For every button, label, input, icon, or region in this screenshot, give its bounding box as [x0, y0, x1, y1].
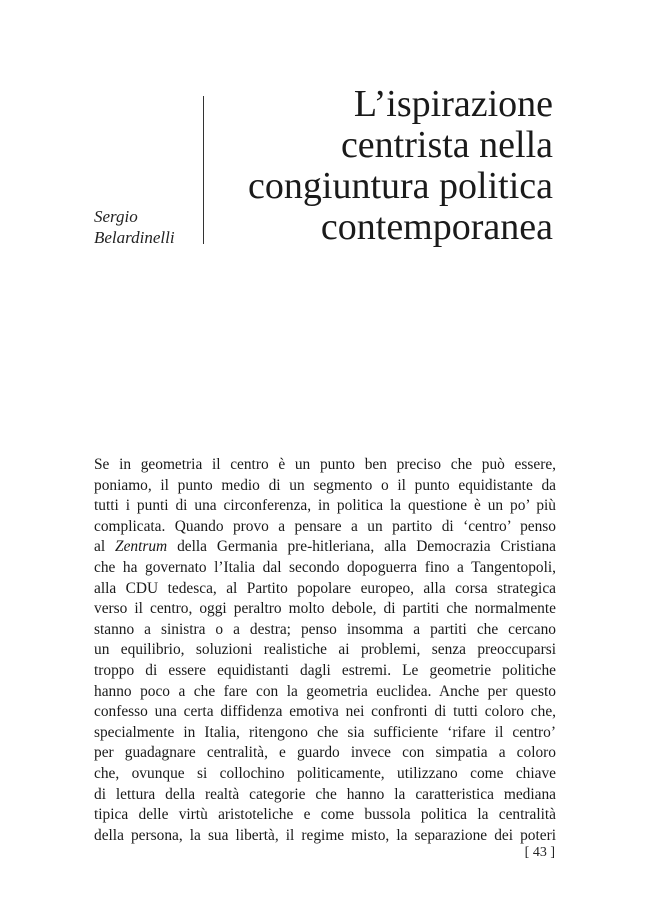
italic-term: Zentrum [115, 538, 168, 556]
text-line: specialmente in Italia, ritengono che sia sufficiente ‘rifare il centro’ [94, 723, 556, 741]
title-line: L’ispirazione [353, 83, 553, 125]
page-number: [ 43 ] [524, 845, 555, 860]
text-line: che, ovunque si collochino politicamente, utilizzano come chiave [94, 764, 556, 782]
chapter-title [193, 84, 553, 248]
text-line: troppo di essere equidistanti dagli estremi. Le geometrie politiche [94, 661, 556, 679]
text-line: un equilibrio, soluzioni realistiche ai problemi, senza preoccuparsi [94, 641, 556, 659]
text-line: della persona, la sua libertà, il regime misto, la separazione dei poteri [94, 826, 556, 844]
text-line: Se in geometria il centro è un punto ben preciso che può essere, [94, 456, 556, 473]
author-last-name: Belardinelli [94, 228, 175, 247]
text-line: di lettura della realtà categorie che hanno la caratteristica mediana [94, 785, 556, 803]
title-line: contemporanea [320, 206, 553, 248]
text-line: stanno a sinistra o a destra; penso insomma a partiti che cercano [94, 620, 556, 638]
author-first-name: Sergio [94, 207, 138, 226]
text-line: poniamo, il punto medio di un segmento o il punto equidistante da [94, 476, 556, 494]
text-fragment: al [94, 538, 106, 556]
title-line: congiuntura politica [248, 165, 553, 207]
text-line: confesso una certa diffidenza emotiva nei confronti di tutti coloro che, [94, 703, 556, 721]
text-line: verso il centro, oggi peraltro molto debole, di partiti che normalmente [94, 600, 556, 618]
text-line: alla CDU tedesca, al Partito popolare europeo, alla corsa strategica [94, 579, 556, 597]
text-line: per guadagnare centralità, e guardo invece con simpatia a coloro [94, 744, 556, 762]
text-line: tipica delle virtù aristoteliche e come bussola politica la centralità [94, 806, 556, 824]
text-line: che ha governato l’Italia dal secondo dopoguerra fino a Tangentopoli, [94, 558, 556, 576]
body-paragraph [94, 455, 556, 846]
text-line: complicata. Quando provo a pensare a un partito di ‘centro’ penso [94, 517, 556, 535]
title-line: centrista nella [340, 124, 553, 166]
author-name [94, 206, 175, 248]
text-fragment: della Germania pre-hitleriana, alla Democrazia Cristiana [177, 538, 556, 556]
text-line [94, 537, 556, 558]
text-line: tutti i punti di una circonferenza, in politica la questione è un po’ più [94, 497, 556, 515]
text-line: hanno poco a che fare con la geometria euclidea. Anche per questo [94, 682, 556, 700]
